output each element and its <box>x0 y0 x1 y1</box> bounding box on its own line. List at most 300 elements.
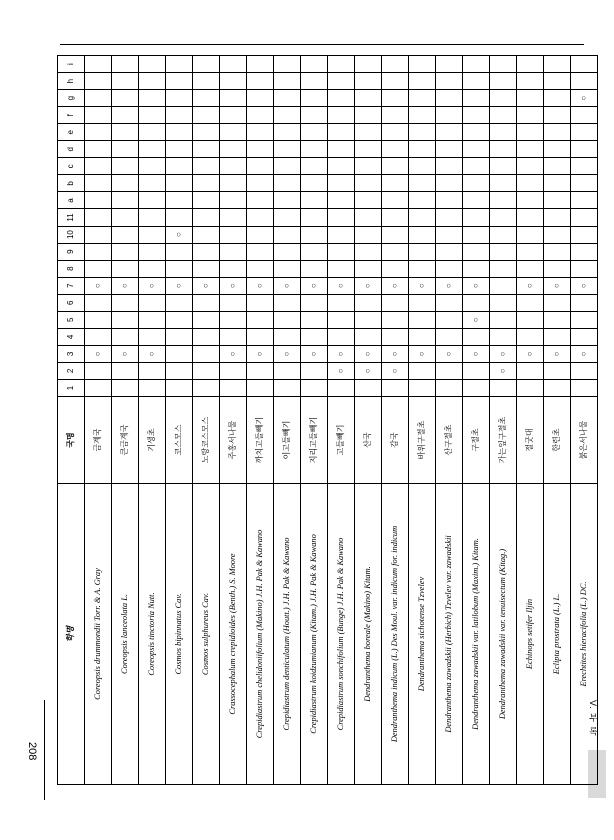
cell-mark-6 <box>166 294 193 311</box>
cell-korean-name: 바위구절초 <box>409 397 436 484</box>
cell-mark-11 <box>85 209 112 226</box>
cell-mark-f <box>544 107 571 124</box>
cell-mark-9 <box>139 243 166 260</box>
cell-mark-f <box>247 107 274 124</box>
cell-mark-9 <box>463 243 490 260</box>
cell-mark-a <box>517 192 544 209</box>
cell-mark-6 <box>85 294 112 311</box>
cell-mark-8 <box>220 260 247 277</box>
cell-mark-d <box>220 141 247 158</box>
cell-mark-c <box>571 158 598 175</box>
cell-mark-5 <box>274 311 301 328</box>
cell-mark-5 <box>436 311 463 328</box>
cell-mark-i <box>85 56 112 73</box>
cell-scientific-name: Crassocephalum crepidioides (Benth.) S. Moore <box>220 484 247 785</box>
cell-mark-g <box>85 90 112 107</box>
cell-mark-i <box>463 56 490 73</box>
cell-mark-a <box>490 192 517 209</box>
cell-mark-6 <box>355 294 382 311</box>
cell-mark-10 <box>247 226 274 243</box>
cell-scientific-name: Dendranthema zawadskii var. latilobum (Maxim.) Kitam. <box>463 484 490 785</box>
cell-mark-a <box>274 192 301 209</box>
cell-mark-g <box>247 90 274 107</box>
cell-mark-c <box>409 158 436 175</box>
cell-korean-name: 구절초 <box>463 397 490 484</box>
cell-mark-9 <box>544 243 571 260</box>
cell-mark-8 <box>112 260 139 277</box>
cell-mark-d <box>463 141 490 158</box>
cell-mark-h <box>463 73 490 90</box>
cell-mark-c <box>274 158 301 175</box>
column-header-5: 5 <box>58 311 85 328</box>
cell-mark-8 <box>436 260 463 277</box>
cell-mark-i <box>490 56 517 73</box>
cell-mark-7: ○ <box>382 277 409 294</box>
cell-mark-a <box>139 192 166 209</box>
cell-mark-9 <box>328 243 355 260</box>
cell-mark-c <box>193 158 220 175</box>
cell-mark-i <box>274 56 301 73</box>
cell-mark-1 <box>85 379 112 396</box>
cell-mark-10 <box>274 226 301 243</box>
cell-mark-5 <box>328 311 355 328</box>
cell-scientific-name: Cosmos sulphureus Cav. <box>193 484 220 785</box>
cell-mark-f <box>274 107 301 124</box>
cell-mark-8 <box>571 260 598 277</box>
cell-mark-11 <box>112 209 139 226</box>
cell-scientific-name: Crepidiastrum koidzumianum (Kitam.) J.H. Pak & Kawano <box>301 484 328 785</box>
cell-mark-10 <box>409 226 436 243</box>
cell-korean-name: 지리고들빼기 <box>301 397 328 484</box>
cell-mark-2: ○ <box>328 362 355 379</box>
table-row <box>355 56 382 785</box>
cell-mark-5 <box>517 311 544 328</box>
cell-mark-c <box>544 158 571 175</box>
cell-mark-10 <box>85 226 112 243</box>
cell-mark-7: ○ <box>85 277 112 294</box>
cell-mark-8 <box>382 260 409 277</box>
cell-mark-b <box>544 175 571 192</box>
cell-mark-e <box>409 124 436 141</box>
cell-mark-3: ○ <box>436 345 463 362</box>
cell-mark-i <box>139 56 166 73</box>
cell-korean-name: 기생초 <box>139 397 166 484</box>
cell-mark-7: ○ <box>274 277 301 294</box>
cell-korean-name: 노랑코스모스 <box>193 397 220 484</box>
cell-mark-h <box>220 73 247 90</box>
cell-mark-6 <box>301 294 328 311</box>
cell-mark-f <box>220 107 247 124</box>
cell-mark-10 <box>436 226 463 243</box>
cell-mark-11 <box>220 209 247 226</box>
cell-mark-e <box>166 124 193 141</box>
cell-mark-h <box>247 73 274 90</box>
cell-mark-c <box>85 158 112 175</box>
cell-mark-f <box>463 107 490 124</box>
cell-mark-5 <box>490 311 517 328</box>
cell-mark-9 <box>301 243 328 260</box>
cell-mark-10 <box>193 226 220 243</box>
cell-mark-7: ○ <box>463 277 490 294</box>
cell-mark-4 <box>193 328 220 345</box>
column-header-b: b <box>58 175 85 192</box>
cell-mark-b <box>139 175 166 192</box>
cell-mark-9 <box>517 243 544 260</box>
cell-mark-a <box>544 192 571 209</box>
cell-mark-11 <box>301 209 328 226</box>
cell-mark-i <box>220 56 247 73</box>
cell-mark-4 <box>571 328 598 345</box>
cell-mark-h <box>544 73 571 90</box>
cell-mark-c <box>436 158 463 175</box>
cell-mark-3: ○ <box>382 345 409 362</box>
cell-mark-d <box>328 141 355 158</box>
cell-mark-i <box>355 56 382 73</box>
cell-mark-h <box>409 73 436 90</box>
cell-mark-2 <box>517 362 544 379</box>
table-row <box>328 56 355 785</box>
cell-mark-10 <box>463 226 490 243</box>
column-header-6: 6 <box>58 294 85 311</box>
cell-mark-7: ○ <box>436 277 463 294</box>
cell-mark-b <box>193 175 220 192</box>
cell-mark-e <box>112 124 139 141</box>
cell-scientific-name: Dendranthema zawadskii var. tenuisectum (Kitag.) <box>490 484 517 785</box>
cell-mark-5 <box>409 311 436 328</box>
cell-mark-f <box>436 107 463 124</box>
cell-mark-5 <box>247 311 274 328</box>
cell-mark-11 <box>490 209 517 226</box>
cell-mark-3: ○ <box>463 345 490 362</box>
cell-korean-name: 가는잎구절초 <box>490 397 517 484</box>
table-row <box>139 56 166 785</box>
cell-mark-11 <box>571 209 598 226</box>
cell-mark-a <box>382 192 409 209</box>
cell-mark-3: ○ <box>247 345 274 362</box>
cell-mark-h <box>328 73 355 90</box>
cell-mark-f <box>139 107 166 124</box>
cell-mark-3: ○ <box>517 345 544 362</box>
cell-mark-h <box>571 73 598 90</box>
cell-mark-7: ○ <box>247 277 274 294</box>
cell-mark-2 <box>274 362 301 379</box>
cell-mark-b <box>571 175 598 192</box>
cell-mark-6 <box>274 294 301 311</box>
cell-mark-7: ○ <box>571 277 598 294</box>
cell-mark-e <box>436 124 463 141</box>
cell-mark-h <box>274 73 301 90</box>
cell-mark-e <box>328 124 355 141</box>
column-header-scientific-name: 학명 <box>58 484 85 785</box>
cell-mark-5 <box>355 311 382 328</box>
cell-mark-2 <box>166 362 193 379</box>
cell-mark-2: ○ <box>382 362 409 379</box>
cell-mark-8 <box>355 260 382 277</box>
cell-mark-4 <box>328 328 355 345</box>
cell-scientific-name: Crepidiastrum denticulatum (Houtt.) J.H. Pak & Kawano <box>274 484 301 785</box>
cell-mark-6 <box>193 294 220 311</box>
cell-mark-8 <box>274 260 301 277</box>
cell-mark-g <box>193 90 220 107</box>
cell-mark-2 <box>193 362 220 379</box>
cell-mark-c <box>166 158 193 175</box>
cell-mark-i <box>571 56 598 73</box>
cell-mark-e <box>139 124 166 141</box>
cell-mark-2: ○ <box>355 362 382 379</box>
cell-mark-e <box>274 124 301 141</box>
cell-mark-g <box>139 90 166 107</box>
cell-mark-11 <box>166 209 193 226</box>
cell-mark-g: ○ <box>571 90 598 107</box>
cell-mark-11 <box>193 209 220 226</box>
cell-mark-5 <box>220 311 247 328</box>
cell-scientific-name: Dendranthema boreale (Makino) Kitam. <box>355 484 382 785</box>
cell-mark-6 <box>112 294 139 311</box>
table-row <box>436 56 463 785</box>
cell-mark-f <box>517 107 544 124</box>
cell-mark-4 <box>166 328 193 345</box>
species-distribution-table <box>57 55 598 785</box>
cell-mark-6 <box>220 294 247 311</box>
cell-mark-g <box>220 90 247 107</box>
cell-mark-11 <box>436 209 463 226</box>
cell-mark-11 <box>274 209 301 226</box>
cell-mark-8 <box>193 260 220 277</box>
table-row <box>463 56 490 785</box>
table-row <box>193 56 220 785</box>
table-head <box>58 56 85 785</box>
cell-mark-9 <box>382 243 409 260</box>
cell-mark-g <box>328 90 355 107</box>
cell-mark-7: ○ <box>544 277 571 294</box>
cell-korean-name: 절굿대 <box>517 397 544 484</box>
cell-mark-f <box>112 107 139 124</box>
cell-mark-h <box>85 73 112 90</box>
cell-mark-1 <box>436 379 463 396</box>
cell-mark-a <box>247 192 274 209</box>
cell-mark-6 <box>490 294 517 311</box>
cell-mark-g <box>436 90 463 107</box>
page-number: 208 <box>26 742 38 761</box>
cell-mark-9 <box>274 243 301 260</box>
cell-mark-2 <box>220 362 247 379</box>
cell-mark-7: ○ <box>193 277 220 294</box>
cell-mark-d <box>382 141 409 158</box>
cell-mark-10 <box>139 226 166 243</box>
cell-mark-c <box>301 158 328 175</box>
cell-mark-d <box>112 141 139 158</box>
cell-korean-name: 까치고들빼기 <box>247 397 274 484</box>
cell-mark-3 <box>193 345 220 362</box>
cell-mark-e <box>382 124 409 141</box>
cell-mark-9 <box>355 243 382 260</box>
cell-mark-a <box>301 192 328 209</box>
cell-mark-i <box>301 56 328 73</box>
cell-mark-b <box>274 175 301 192</box>
column-header-3: 3 <box>58 345 85 362</box>
cell-mark-h <box>166 73 193 90</box>
cell-mark-9 <box>571 243 598 260</box>
cell-scientific-name: Coreopsis tinctoria Nutt. <box>139 484 166 785</box>
table-row <box>85 56 112 785</box>
cell-mark-9 <box>220 243 247 260</box>
cell-mark-1 <box>166 379 193 396</box>
cell-mark-1 <box>544 379 571 396</box>
cell-scientific-name: Crepidiastrum sonchifolium (Bunge) J.H. Pak & Kawano <box>328 484 355 785</box>
cell-mark-5: ○ <box>463 311 490 328</box>
cell-mark-d <box>409 141 436 158</box>
cell-mark-1 <box>571 379 598 396</box>
cell-mark-e <box>517 124 544 141</box>
cell-mark-d <box>355 141 382 158</box>
cell-mark-e <box>571 124 598 141</box>
cell-mark-g <box>166 90 193 107</box>
cell-mark-e <box>355 124 382 141</box>
cell-mark-2 <box>85 362 112 379</box>
cell-mark-c <box>517 158 544 175</box>
cell-mark-2 <box>247 362 274 379</box>
cell-mark-f <box>490 107 517 124</box>
cell-mark-b <box>166 175 193 192</box>
cell-mark-8 <box>517 260 544 277</box>
cell-mark-1 <box>382 379 409 396</box>
cell-mark-11 <box>463 209 490 226</box>
cell-korean-name: 고들빼기 <box>328 397 355 484</box>
cell-korean-name: 주홍서나물 <box>220 397 247 484</box>
cell-scientific-name: Coreopsis lanceolata L. <box>112 484 139 785</box>
cell-mark-g <box>544 90 571 107</box>
cell-mark-1 <box>139 379 166 396</box>
cell-mark-4 <box>490 328 517 345</box>
cell-mark-3 <box>166 345 193 362</box>
column-header-korean-name: 국명 <box>58 397 85 484</box>
cell-mark-c <box>490 158 517 175</box>
cell-mark-4 <box>112 328 139 345</box>
cell-mark-9 <box>112 243 139 260</box>
cell-mark-b <box>490 175 517 192</box>
cell-mark-4 <box>517 328 544 345</box>
cell-mark-7: ○ <box>517 277 544 294</box>
cell-mark-4 <box>85 328 112 345</box>
cell-mark-5 <box>544 311 571 328</box>
column-header-10: 10 <box>58 226 85 243</box>
cell-mark-d <box>544 141 571 158</box>
cell-mark-c <box>328 158 355 175</box>
cell-mark-3: ○ <box>301 345 328 362</box>
cell-mark-6 <box>328 294 355 311</box>
cell-mark-11 <box>139 209 166 226</box>
cell-mark-3: ○ <box>328 345 355 362</box>
cell-mark-1 <box>328 379 355 396</box>
cell-mark-4 <box>220 328 247 345</box>
cell-mark-a <box>193 192 220 209</box>
cell-mark-f <box>166 107 193 124</box>
cell-mark-1 <box>517 379 544 396</box>
column-header-8: 8 <box>58 260 85 277</box>
cell-mark-b <box>517 175 544 192</box>
column-header-d: d <box>58 141 85 158</box>
cell-mark-6 <box>544 294 571 311</box>
cell-mark-11 <box>247 209 274 226</box>
cell-mark-10 <box>220 226 247 243</box>
cell-scientific-name: Dendranthema zawadskii (Herbich) Tzvelev var. zawadskii <box>436 484 463 785</box>
cell-mark-d <box>436 141 463 158</box>
cell-mark-9 <box>409 243 436 260</box>
cell-mark-b <box>355 175 382 192</box>
table-row <box>274 56 301 785</box>
cell-mark-d <box>85 141 112 158</box>
cell-korean-name: 한련초 <box>544 397 571 484</box>
cell-mark-f <box>301 107 328 124</box>
cell-mark-7: ○ <box>355 277 382 294</box>
cell-mark-3: ○ <box>85 345 112 362</box>
cell-mark-b <box>85 175 112 192</box>
cell-mark-3: ○ <box>355 345 382 362</box>
column-header-f: f <box>58 107 85 124</box>
column-header-e: e <box>58 124 85 141</box>
cell-mark-i <box>409 56 436 73</box>
table-body <box>85 56 598 785</box>
cell-mark-i <box>328 56 355 73</box>
cell-mark-8 <box>409 260 436 277</box>
cell-scientific-name: Cosmos bipinnatus Cav. <box>166 484 193 785</box>
column-header-9: 9 <box>58 243 85 260</box>
cell-mark-1 <box>463 379 490 396</box>
cell-mark-11 <box>544 209 571 226</box>
cell-mark-b <box>301 175 328 192</box>
cell-mark-4 <box>247 328 274 345</box>
cell-mark-b <box>247 175 274 192</box>
cell-mark-5 <box>139 311 166 328</box>
cell-mark-e <box>544 124 571 141</box>
cell-mark-d <box>301 141 328 158</box>
cell-mark-5 <box>166 311 193 328</box>
cell-mark-2 <box>301 362 328 379</box>
cell-mark-a <box>436 192 463 209</box>
column-header-a: a <box>58 192 85 209</box>
cell-mark-a <box>112 192 139 209</box>
cell-mark-5 <box>85 311 112 328</box>
cell-mark-2 <box>544 362 571 379</box>
cell-mark-d <box>247 141 274 158</box>
cell-mark-7: ○ <box>112 277 139 294</box>
cell-mark-i <box>112 56 139 73</box>
table-row <box>301 56 328 785</box>
cell-mark-c <box>382 158 409 175</box>
cell-mark-g <box>517 90 544 107</box>
table-row <box>112 56 139 785</box>
cell-mark-e <box>463 124 490 141</box>
cell-mark-g <box>112 90 139 107</box>
cell-mark-e <box>193 124 220 141</box>
cell-mark-h <box>301 73 328 90</box>
cell-mark-1 <box>247 379 274 396</box>
cell-korean-name: 큰금계국 <box>112 397 139 484</box>
cell-mark-a <box>220 192 247 209</box>
cell-mark-b <box>328 175 355 192</box>
cell-mark-h <box>517 73 544 90</box>
cell-mark-10 <box>382 226 409 243</box>
cell-mark-f <box>409 107 436 124</box>
cell-mark-7: ○ <box>220 277 247 294</box>
cell-scientific-name: Dendranthema indicum (L.) Des Moul. var. indicum for. indicum <box>382 484 409 785</box>
cell-mark-3: ○ <box>409 345 436 362</box>
table-row <box>247 56 274 785</box>
cell-mark-a <box>85 192 112 209</box>
cell-mark-8 <box>139 260 166 277</box>
cell-mark-2 <box>463 362 490 379</box>
cell-scientific-name: Erechtites hieracifolia (L.) DC. <box>571 484 598 785</box>
